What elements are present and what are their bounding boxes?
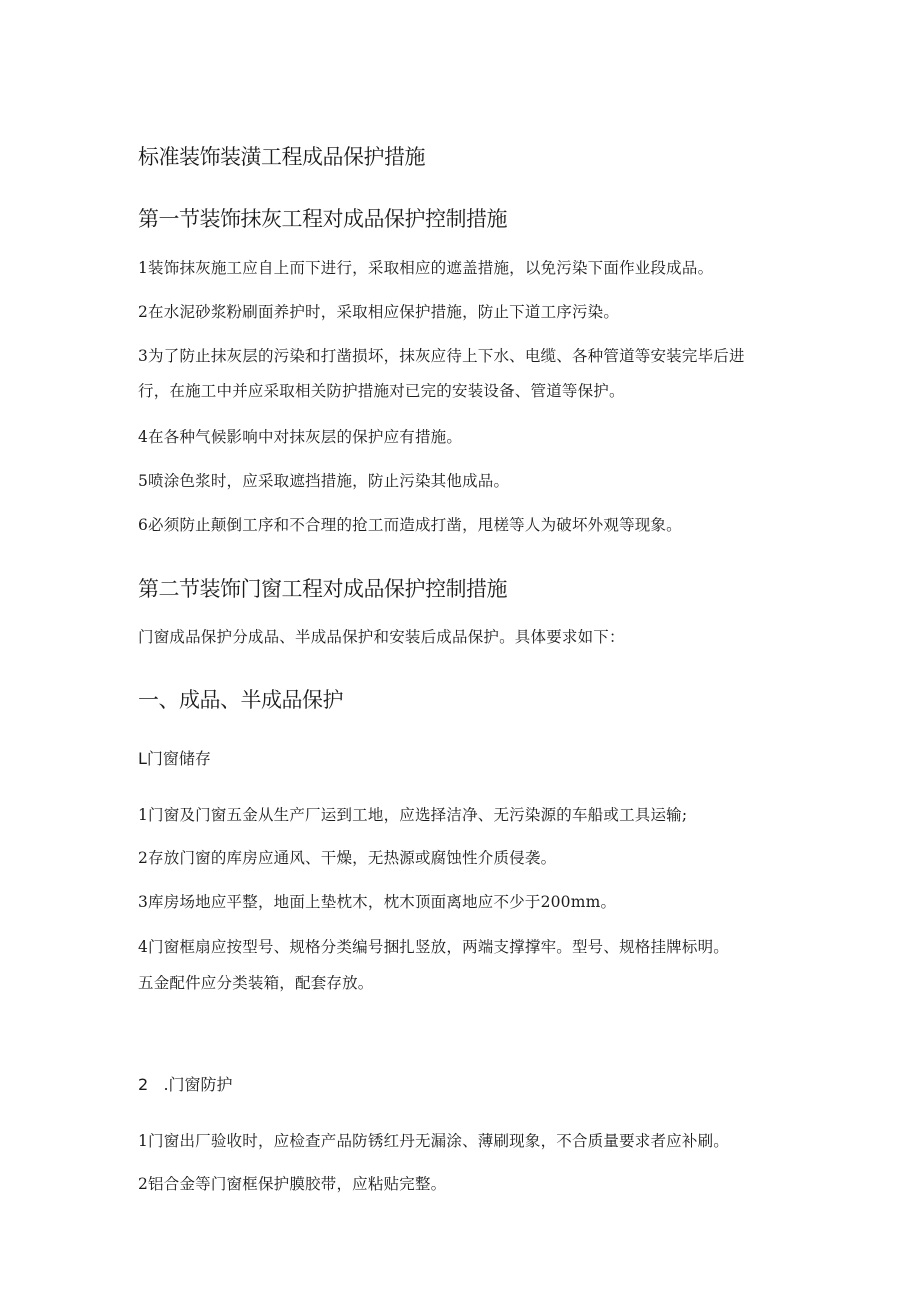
part2-item-2: 2铝合金等门窗框保护膜胶带，应粘贴完整。 — [138, 1175, 447, 1193]
section1-heading: 第一节装饰抹灰工程对成品保护控制措施 — [138, 207, 507, 231]
part1-heading: L门窗储存 — [138, 749, 211, 768]
part1-item-4-line1: 4门窗框扇应按型号、规格分类编号捆扎竖放，两端支撑撑牢。型号、规格挂牌标明。 — [138, 938, 729, 956]
section1-item-1: 1装饰抹灰施工应自上而下进行，采取相应的遮盖措施，以免污染下面作业段成品。 — [138, 259, 714, 277]
document-title: 标准装饰装潢工程成品保护措施 — [138, 145, 425, 169]
part2-heading: 2 .门窗防护 — [138, 1075, 233, 1094]
section1-item-3-line1: 3为了防止抹灰层的污染和打凿损坏，抹灰应待上下水、电缆、各种管道等安装完毕后进 — [138, 347, 745, 365]
section1-item-6: 6必须防止颠倒工序和不合理的抢工而造成打凿，甩槎等人为破坏外观等现象。 — [138, 516, 682, 534]
section1-item-2: 2在水泥砂浆粉刷面养护时，采取相应保护措施，防止下道工序污染。 — [138, 303, 620, 321]
section2-intro: 门窗成品保护分成品、半成品保护和安装后成品保护。具体要求如下： — [138, 628, 625, 646]
subsection1-heading: 一、成品、半成品保护 — [138, 688, 343, 712]
part1-item-1: 1门窗及门窗五金从生产厂运到工地，应选择洁净、无污染源的车船或工具运输; — [138, 806, 688, 824]
section1-item-5: 5喷涂色浆时，应采取遮挡措施，防止污染其他成品。 — [138, 472, 510, 490]
part2-item-1: 1门窗出厂验收时，应检查产品防锈红丹无漏涂、薄刷现象，不合质量要求者应补刷。 — [138, 1132, 729, 1150]
part1-item-2: 2存放门窗的库房应通风、干燥，无热源或腐蚀性介质侵袭。 — [138, 849, 557, 867]
section1-item-3-line2: 行，在施工中并应采取相关防护措施对已完的安装设备、管道等保护。 — [138, 382, 625, 400]
part1-item-3: 3库房场地应平整，地面上垫枕木，枕木顶面离地应不少于200mm。 — [138, 893, 617, 911]
section2-heading: 第二节装饰门窗工程对成品保护控制措施 — [138, 577, 507, 601]
part1-item-4-line2: 五金配件应分类装箱，配套存放。 — [138, 974, 374, 992]
section1-item-4: 4在各种气候影响中对抹灰层的保护应有措施。 — [138, 428, 463, 446]
